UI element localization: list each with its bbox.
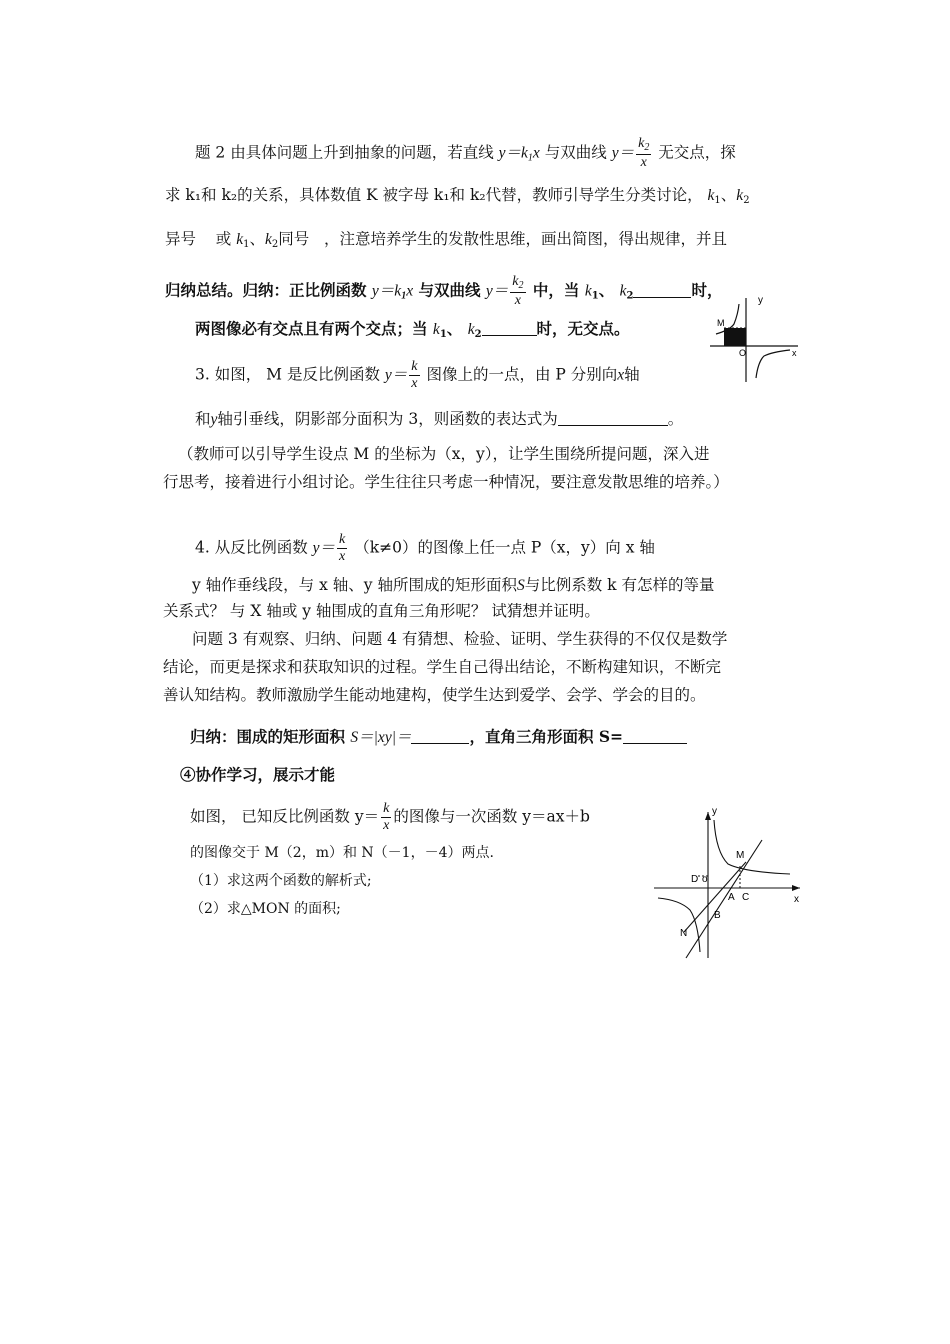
- p4-line-1: 4. 从反比例函数 y＝ $\frac{k}{x}$ （k≠0）的图像上任一点 P（x，y）向 x 轴: [195, 532, 655, 564]
- p4-line-6: 善认知结构。教师激励学生能动地建构，使学生达到爱学、会学、学会的目的。: [163, 686, 706, 704]
- fraction: $\frac{k_2}{x}$: [638, 136, 650, 170]
- answer-blank[interactable]: [633, 283, 691, 298]
- p1-line-1: 题 2 由具体问题上升到抽象的问题，若直线 $y=k_1x$ 与双曲线 y＝ $\frac{k_2}{x}$ 无交点，探: [195, 136, 736, 170]
- p1-line-2: 求 k₁和 k₂的关系，具体数值 K 被字母 k₁和 k₂代替，教师引导学生分类讨论， $k_1$、$k_2$: [165, 186, 750, 206]
- fig2-label-n: N: [680, 928, 688, 939]
- p5-question-1: （1）求这两个函数的解析式;: [190, 873, 372, 889]
- fig1-label-o: O: [739, 348, 747, 358]
- fig2-label-d: D: [691, 874, 699, 885]
- fig2-label-c: C: [742, 892, 750, 903]
- p1-line-5: 两图像必有交点且有两个交点；当 $k_1$、 $k_2$ 时，无交点。: [195, 319, 630, 340]
- fig2-label-a: A: [728, 892, 735, 903]
- fig2-label-b: B: [714, 910, 721, 921]
- hyperbola-branch-right: [714, 820, 790, 874]
- p1-line-4: 归纳总结。归纳：正比例函数 $y=k_1x$ 与双曲线 y＝ $\frac{k_2}{x}$ 中，当 $k_1$、 $k_2$ 时，: [165, 274, 723, 308]
- segment-om: [684, 862, 746, 932]
- p4-summary: 归纳：围成的矩形面积 S＝|xy|＝ ，直角三角形面积 S=: [190, 726, 687, 749]
- p4-line-5: 结论，而更是探求和获取知识的过程。学生自己得出结论，不断构建知识，不断完: [163, 658, 722, 676]
- p4-line-3: 关系式？ 与 X 轴或 y 轴围成的直角三角形呢？ 试猜想并证明。: [163, 602, 600, 620]
- fig2-label-m: M: [736, 850, 745, 861]
- shaded-rectangle: [724, 328, 746, 346]
- hyperbola-figure-1: [706, 290, 806, 385]
- p3-line-2: 和y轴引垂线，阴影部分面积为 3，则函数的表达式为 。: [195, 410, 684, 428]
- p4-line-4: 问题 3 有观察、归纳、问题 4 有猜想、检验、证明、学生获得的不仅仅是数学: [192, 630, 728, 648]
- eq-line-x: x: [532, 144, 540, 162]
- p3-note-1: （教师可以引导学生设点 M 的坐标为（x，y），让学生围绕所提问题，深入进: [178, 445, 710, 463]
- eq-hyperbola: y＝: [611, 144, 635, 162]
- eq-line: y＝k: [498, 144, 528, 162]
- fig2-label-y: y: [712, 806, 717, 817]
- answer-blank[interactable]: [558, 411, 668, 426]
- p3-line-1: 3. 如图， M 是反比例函数 y＝ $\frac{k}{x}$ 图像上的一点，由 P 分别向x轴: [195, 359, 640, 391]
- p5-line-1: 如图， 已知反比例函数 y＝ $\frac{k}{x}$ 的图像与一次函数 y＝ax＋b: [190, 801, 590, 833]
- p3-note-2: 行思考，接着进行小组讨论。学生往往只考虑一种情况，要注意发散思维的培养。）: [163, 473, 729, 491]
- section-heading: ④协作学习，展示才能: [180, 765, 336, 784]
- fig2-label-x: x: [794, 894, 799, 905]
- p1-line-3: 异号 或 $k_1$、$k_2$同号 ，注意培养学生的发散性思维，画出简图，得出规律，并且: [165, 230, 728, 250]
- answer-blank[interactable]: [482, 321, 537, 336]
- fig1-label-x: x: [792, 348, 797, 358]
- fig1-label-m: M: [717, 318, 725, 328]
- hyperbola-branch-right: [756, 350, 790, 378]
- fig2-label-o: o: [702, 874, 708, 885]
- text: 题 2 由具体问题上升到抽象的问题，若直线: [195, 143, 494, 162]
- line-y-ax-b: [686, 840, 762, 958]
- fig1-label-y: y: [758, 295, 763, 306]
- function-intersection-figure: [650, 800, 810, 960]
- text: 无交点，探: [658, 143, 736, 162]
- p5-line-2: 的图像交于 M（2，m）和 N（－1，－4）两点.: [190, 845, 494, 861]
- p4-line-2: y 轴作垂线段，与 x 轴、y 轴所围成的矩形面积S与比例系数 k 有怎样的等量: [192, 576, 715, 594]
- text: 与双曲线: [544, 143, 607, 162]
- answer-blank[interactable]: [623, 729, 687, 744]
- hyperbola-branch-left: [658, 898, 700, 952]
- text: 求 k₁和 k₂的关系，具体数值 K 被字母 k₁和 k₂代替，教师引导学生分类讨论，: [165, 186, 703, 204]
- p5-question-2: （2）求△MON 的面积;: [190, 901, 341, 917]
- answer-blank[interactable]: [411, 729, 469, 744]
